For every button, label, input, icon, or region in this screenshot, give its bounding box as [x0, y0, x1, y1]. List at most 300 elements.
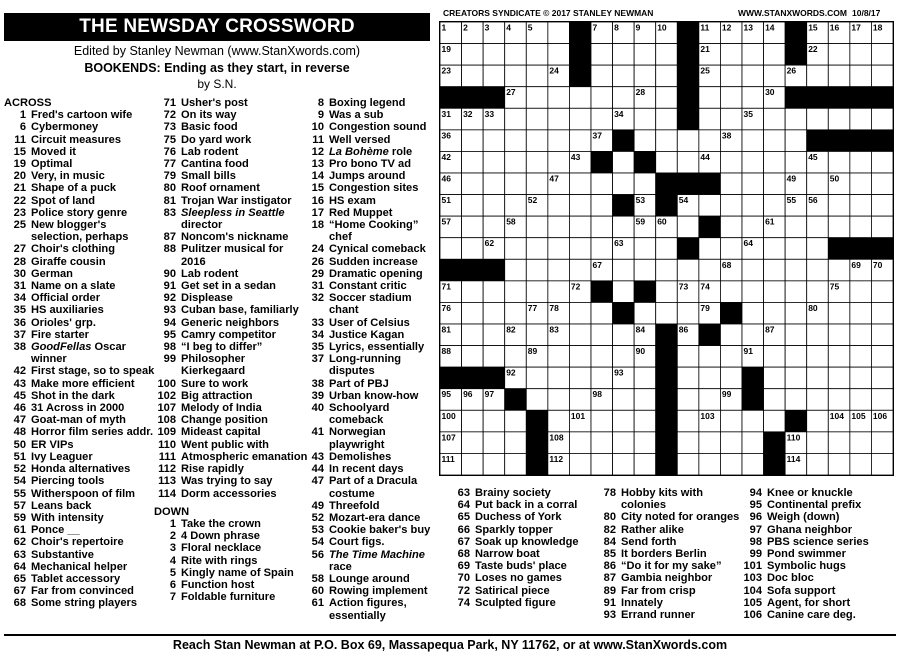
grid-cell[interactable] — [828, 195, 850, 217]
grid-cell[interactable] — [677, 151, 699, 173]
grid-cell[interactable] — [591, 410, 613, 432]
grid-cell[interactable] — [764, 259, 786, 281]
grid-cell[interactable] — [462, 65, 484, 87]
grid-cell[interactable] — [548, 44, 570, 66]
grid-cell[interactable] — [591, 65, 613, 87]
grid-cell[interactable] — [505, 302, 527, 324]
grid-cell[interactable] — [850, 346, 872, 368]
grid-cell[interactable] — [850, 389, 872, 411]
clue-words: With intensity — [31, 511, 104, 524]
grid-cell[interactable] — [850, 302, 872, 324]
grid-cell[interactable] — [720, 173, 742, 195]
grid-cell[interactable] — [764, 281, 786, 303]
grid-cell[interactable] — [591, 195, 613, 217]
grid-cell[interactable] — [526, 173, 548, 195]
cell-number: 9 — [635, 22, 641, 33]
grid-cell[interactable] — [591, 87, 613, 109]
grid-cell[interactable] — [764, 108, 786, 130]
grid-cell[interactable] — [785, 367, 807, 389]
grid-cell[interactable] — [656, 65, 678, 87]
clue-number: 62 — [13, 536, 26, 549]
grid-cell[interactable] — [505, 65, 527, 87]
grid-cell[interactable] — [591, 432, 613, 454]
grid-cell[interactable] — [505, 432, 527, 454]
grid-cell[interactable] — [462, 346, 484, 368]
grid-cell[interactable] — [526, 108, 548, 130]
clue-words: Sculpted figure — [475, 596, 556, 609]
grid-cell[interactable] — [742, 324, 764, 346]
grid-cell[interactable] — [828, 346, 850, 368]
grid-cell[interactable] — [505, 151, 527, 173]
grid-cell[interactable] — [742, 87, 764, 109]
grid-cell[interactable] — [462, 44, 484, 66]
grid-cell[interactable] — [505, 238, 527, 260]
grid-cell[interactable] — [634, 65, 656, 87]
grid-cell[interactable] — [677, 130, 699, 152]
cell-number: 25 — [700, 65, 710, 76]
cell-number: 13 — [743, 22, 753, 33]
grid-cell[interactable] — [548, 130, 570, 152]
grid-cell[interactable] — [871, 44, 893, 66]
grid-cell[interactable] — [548, 87, 570, 109]
grid-cell[interactable] — [548, 410, 570, 432]
grid-cell[interactable] — [699, 453, 721, 475]
grid-cell[interactable] — [871, 173, 893, 195]
grid-cell[interactable] — [483, 281, 505, 303]
clue-item — [594, 511, 744, 523]
grid-cell[interactable] — [548, 367, 570, 389]
black-square — [828, 238, 850, 260]
grid-cell[interactable] — [828, 151, 850, 173]
grid-cell[interactable] — [871, 108, 893, 130]
grid-cell[interactable] — [764, 151, 786, 173]
grid-cell[interactable] — [807, 389, 829, 411]
grid-cell[interactable] — [634, 410, 656, 432]
grid-cell[interactable] — [720, 151, 742, 173]
grid-cell[interactable] — [462, 410, 484, 432]
grid-cell[interactable] — [634, 173, 656, 195]
grid-cell[interactable] — [871, 65, 893, 87]
grid-cell[interactable] — [591, 324, 613, 346]
grid-cell[interactable] — [526, 151, 548, 173]
grid-cell[interactable] — [526, 216, 548, 238]
grid-cell[interactable] — [569, 87, 591, 109]
grid-cell[interactable] — [807, 259, 829, 281]
grid-cell[interactable] — [505, 453, 527, 475]
grid-cell[interactable] — [613, 346, 635, 368]
grid-cell[interactable] — [720, 44, 742, 66]
grid-cell[interactable] — [785, 302, 807, 324]
grid-cell[interactable] — [548, 151, 570, 173]
grid-cell[interactable] — [591, 346, 613, 368]
grid-cell[interactable] — [462, 130, 484, 152]
grid-cell[interactable] — [569, 173, 591, 195]
clue-words: On its way — [181, 109, 237, 122]
grid-cell[interactable] — [548, 195, 570, 217]
grid-cell[interactable] — [677, 453, 699, 475]
grid-cell[interactable] — [828, 216, 850, 238]
grid-cell[interactable] — [462, 151, 484, 173]
grid-cell[interactable] — [850, 281, 872, 303]
grid-cell[interactable] — [634, 108, 656, 130]
grid-cell[interactable] — [505, 173, 527, 195]
grid-cell[interactable] — [569, 195, 591, 217]
grid-cell[interactable] — [720, 281, 742, 303]
grid-cell[interactable] — [634, 130, 656, 152]
grid-cell[interactable] — [569, 453, 591, 475]
grid-cell[interactable] — [613, 151, 635, 173]
grid-cell[interactable] — [807, 281, 829, 303]
grid-cell[interactable] — [742, 173, 764, 195]
grid-cell[interactable] — [483, 173, 505, 195]
grid-cell[interactable] — [526, 367, 548, 389]
grid-cell[interactable] — [785, 108, 807, 130]
grid-cell[interactable] — [526, 65, 548, 87]
grid-cell[interactable] — [742, 130, 764, 152]
grid-cell[interactable] — [440, 238, 462, 260]
grid-cell[interactable] — [483, 65, 505, 87]
grid-cell[interactable] — [677, 259, 699, 281]
grid-cell[interactable] — [613, 432, 635, 454]
clue-words: Ponce __ — [31, 524, 80, 537]
clue-number: 108 — [157, 414, 176, 427]
grid-cell[interactable] — [656, 151, 678, 173]
grid-cell[interactable] — [569, 216, 591, 238]
grid-cell[interactable] — [828, 302, 850, 324]
grid-cell[interactable] — [764, 346, 786, 368]
grid-cell[interactable] — [850, 44, 872, 66]
grid-cell[interactable] — [720, 195, 742, 217]
grid-cell[interactable] — [850, 432, 872, 454]
grid-cell[interactable] — [785, 259, 807, 281]
grid-cell[interactable] — [677, 432, 699, 454]
grid-cell[interactable] — [828, 65, 850, 87]
grid-cell[interactable] — [462, 281, 484, 303]
grid-cell[interactable] — [569, 367, 591, 389]
grid-cell[interactable] — [677, 216, 699, 238]
grid-cell[interactable] — [656, 302, 678, 324]
grid-cell[interactable] — [591, 216, 613, 238]
grid-cell[interactable] — [548, 108, 570, 130]
grid-cell[interactable] — [656, 238, 678, 260]
grid-cell[interactable] — [742, 281, 764, 303]
grid-cell[interactable] — [850, 108, 872, 130]
grid-cell[interactable] — [764, 44, 786, 66]
grid-cell[interactable] — [699, 108, 721, 130]
grid-cell[interactable] — [677, 410, 699, 432]
grid-cell[interactable] — [591, 302, 613, 324]
grid-cell[interactable] — [850, 216, 872, 238]
grid-cell[interactable] — [807, 216, 829, 238]
crossword-grid[interactable] — [439, 21, 894, 476]
grid-cell[interactable] — [785, 238, 807, 260]
grid-cell[interactable] — [613, 173, 635, 195]
grid-cell[interactable] — [526, 259, 548, 281]
cell-number: 65 — [441, 259, 451, 270]
grid-cell[interactable] — [483, 410, 505, 432]
grid-cell[interactable] — [850, 324, 872, 346]
grid-cell[interactable] — [613, 87, 635, 109]
grid-cell[interactable] — [634, 259, 656, 281]
grid-cell[interactable] — [569, 108, 591, 130]
clue-words: Fire starter — [31, 328, 89, 341]
grid-cell[interactable] — [613, 281, 635, 303]
grid-cell[interactable] — [462, 453, 484, 475]
clue-item — [4, 243, 156, 255]
grid-cell[interactable] — [656, 87, 678, 109]
grid-cell[interactable] — [548, 259, 570, 281]
grid-cell[interactable] — [828, 259, 850, 281]
grid-cell[interactable] — [526, 281, 548, 303]
grid-cell[interactable] — [742, 216, 764, 238]
grid-cell[interactable] — [677, 367, 699, 389]
grid-cell[interactable] — [871, 453, 893, 475]
grid-cell[interactable] — [548, 216, 570, 238]
grid-cell[interactable] — [591, 44, 613, 66]
grid-cell[interactable] — [764, 195, 786, 217]
grid-cell[interactable] — [807, 453, 829, 475]
grid-cell[interactable] — [742, 44, 764, 66]
grid-cell[interactable] — [699, 259, 721, 281]
grid-cell[interactable] — [505, 130, 527, 152]
grid-cell[interactable] — [807, 346, 829, 368]
grid-cell[interactable] — [720, 238, 742, 260]
clue-text — [329, 451, 437, 463]
grid-cell[interactable] — [764, 238, 786, 260]
grid-cell[interactable] — [764, 410, 786, 432]
grid-cell[interactable] — [656, 259, 678, 281]
grid-cell[interactable] — [720, 346, 742, 368]
grid-cell[interactable] — [613, 389, 635, 411]
grid-cell[interactable] — [720, 108, 742, 130]
grid-cell[interactable] — [591, 238, 613, 260]
grid-cell[interactable] — [634, 432, 656, 454]
grid-cell[interactable] — [526, 238, 548, 260]
grid-cell[interactable] — [656, 44, 678, 66]
grid-cell[interactable] — [764, 367, 786, 389]
grid-cell[interactable] — [483, 432, 505, 454]
grid-cell[interactable] — [699, 130, 721, 152]
grid-cell[interactable] — [828, 432, 850, 454]
grid-cell[interactable] — [634, 389, 656, 411]
grid-cell[interactable] — [828, 389, 850, 411]
grid-cell[interactable] — [569, 259, 591, 281]
grid-cell[interactable] — [462, 432, 484, 454]
grid-cell[interactable] — [462, 216, 484, 238]
grid-cell[interactable] — [569, 432, 591, 454]
grid-cell[interactable] — [742, 453, 764, 475]
grid-cell[interactable] — [505, 108, 527, 130]
grid-cell[interactable] — [569, 130, 591, 152]
grid-cell[interactable] — [613, 453, 635, 475]
grid-cell[interactable] — [850, 453, 872, 475]
grid-cell[interactable] — [807, 108, 829, 130]
clue-item — [4, 524, 156, 536]
grid-cell[interactable] — [850, 367, 872, 389]
clue-words: German — [31, 267, 73, 280]
grid-cell[interactable] — [742, 65, 764, 87]
grid-cell[interactable] — [483, 302, 505, 324]
grid-cell[interactable] — [871, 281, 893, 303]
grid-cell[interactable] — [569, 324, 591, 346]
grid-cell[interactable] — [526, 324, 548, 346]
grid-cell[interactable] — [785, 324, 807, 346]
grid-cell[interactable] — [871, 151, 893, 173]
grid-cell[interactable] — [850, 173, 872, 195]
grid-cell[interactable] — [764, 173, 786, 195]
grid-cell[interactable] — [699, 367, 721, 389]
clue-words: Mideast capital — [181, 426, 261, 439]
grid-cell[interactable] — [505, 281, 527, 303]
grid-cell[interactable] — [548, 346, 570, 368]
grid-cell[interactable] — [764, 389, 786, 411]
grid-cell[interactable] — [591, 453, 613, 475]
grid-cell[interactable] — [871, 324, 893, 346]
grid-cell[interactable] — [764, 65, 786, 87]
grid-cell[interactable] — [483, 195, 505, 217]
grid-cell[interactable] — [785, 281, 807, 303]
grid-cell[interactable] — [677, 389, 699, 411]
grid-cell[interactable] — [699, 389, 721, 411]
grid-cell[interactable] — [462, 195, 484, 217]
grid-cell[interactable] — [483, 151, 505, 173]
grid-cell[interactable] — [850, 195, 872, 217]
grid-cell[interactable] — [505, 44, 527, 66]
grid-cell[interactable] — [613, 44, 635, 66]
grid-cell[interactable] — [613, 324, 635, 346]
grid-cell[interactable] — [548, 281, 570, 303]
grid-cell[interactable] — [677, 346, 699, 368]
grid-cell[interactable] — [462, 173, 484, 195]
grid-cell[interactable] — [871, 216, 893, 238]
grid-cell[interactable] — [613, 410, 635, 432]
grid-cell[interactable] — [483, 453, 505, 475]
grid-cell[interactable] — [807, 238, 829, 260]
grid-cell[interactable] — [720, 65, 742, 87]
grid-cell[interactable] — [526, 44, 548, 66]
grid-cell[interactable] — [828, 324, 850, 346]
grid-cell[interactable] — [807, 410, 829, 432]
grid-cell[interactable] — [828, 108, 850, 130]
grid-cell[interactable] — [548, 389, 570, 411]
grid-cell[interactable] — [871, 367, 893, 389]
grid-cell[interactable] — [742, 302, 764, 324]
grid-cell[interactable] — [807, 432, 829, 454]
grid-cell[interactable] — [720, 87, 742, 109]
grid-cell[interactable] — [483, 130, 505, 152]
grid-cell[interactable] — [548, 22, 570, 44]
clue-words: Basic food — [181, 121, 238, 134]
grid-cell[interactable] — [677, 302, 699, 324]
grid-cell[interactable] — [505, 259, 527, 281]
grid-cell[interactable] — [742, 432, 764, 454]
grid-cell[interactable] — [720, 324, 742, 346]
grid-cell[interactable] — [483, 324, 505, 346]
grid-cell[interactable] — [462, 324, 484, 346]
grid-cell[interactable] — [742, 259, 764, 281]
grid-cell[interactable] — [850, 151, 872, 173]
grid-cell[interactable] — [828, 367, 850, 389]
grid-cell[interactable] — [742, 195, 764, 217]
grid-cell[interactable] — [634, 44, 656, 66]
grid-cell[interactable] — [634, 238, 656, 260]
grid-cell[interactable] — [591, 108, 613, 130]
grid-cell[interactable] — [656, 130, 678, 152]
grid-cell[interactable] — [634, 453, 656, 475]
grid-cell[interactable] — [764, 302, 786, 324]
grid-cell[interactable] — [785, 130, 807, 152]
grid-cell[interactable] — [613, 259, 635, 281]
grid-cell[interactable] — [807, 173, 829, 195]
grid-cell[interactable] — [591, 367, 613, 389]
grid-cell[interactable] — [699, 346, 721, 368]
grid-cell[interactable] — [742, 151, 764, 173]
grid-cell[interactable] — [699, 87, 721, 109]
grid-cell[interactable] — [613, 216, 635, 238]
grid-cell[interactable] — [569, 389, 591, 411]
grid-canvas[interactable] — [440, 22, 893, 475]
grid-cell[interactable] — [828, 44, 850, 66]
grid-cell[interactable] — [634, 367, 656, 389]
grid-cell[interactable] — [785, 346, 807, 368]
grid-cell[interactable] — [720, 410, 742, 432]
grid-cell[interactable] — [807, 65, 829, 87]
grid-cell[interactable] — [569, 302, 591, 324]
grid-cell[interactable] — [505, 410, 527, 432]
grid-cell[interactable] — [828, 453, 850, 475]
grid-cell[interactable] — [483, 216, 505, 238]
grid-cell[interactable] — [699, 432, 721, 454]
grid-cell[interactable] — [699, 195, 721, 217]
grid-cell[interactable] — [720, 432, 742, 454]
grid-cell[interactable] — [807, 324, 829, 346]
grid-cell[interactable] — [656, 108, 678, 130]
grid-cell[interactable] — [871, 432, 893, 454]
grid-cell[interactable] — [569, 238, 591, 260]
grid-cell[interactable] — [871, 346, 893, 368]
grid-cell[interactable] — [871, 389, 893, 411]
grid-cell[interactable] — [526, 389, 548, 411]
grid-cell[interactable] — [720, 367, 742, 389]
grid-cell[interactable] — [483, 44, 505, 66]
grid-cell[interactable] — [505, 346, 527, 368]
grid-cell[interactable] — [720, 216, 742, 238]
grid-cell[interactable] — [613, 65, 635, 87]
grid-cell[interactable] — [656, 281, 678, 303]
grid-cell[interactable] — [462, 302, 484, 324]
grid-cell[interactable] — [720, 453, 742, 475]
grid-cell[interactable] — [548, 238, 570, 260]
grid-cell[interactable] — [871, 195, 893, 217]
grid-cell[interactable] — [785, 151, 807, 173]
grid-cell[interactable] — [785, 389, 807, 411]
grid-cell[interactable] — [764, 130, 786, 152]
grid-cell[interactable] — [785, 216, 807, 238]
grid-cell[interactable] — [526, 130, 548, 152]
grid-cell[interactable] — [742, 410, 764, 432]
grid-cell[interactable] — [807, 367, 829, 389]
grid-cell[interactable] — [850, 65, 872, 87]
grid-cell[interactable] — [871, 302, 893, 324]
grid-cell[interactable] — [634, 302, 656, 324]
grid-cell[interactable] — [591, 173, 613, 195]
grid-cell[interactable] — [526, 87, 548, 109]
grid-cell[interactable] — [699, 238, 721, 260]
grid-cell[interactable] — [462, 238, 484, 260]
grid-cell[interactable] — [505, 195, 527, 217]
grid-cell[interactable] — [569, 346, 591, 368]
grid-cell[interactable] — [483, 346, 505, 368]
